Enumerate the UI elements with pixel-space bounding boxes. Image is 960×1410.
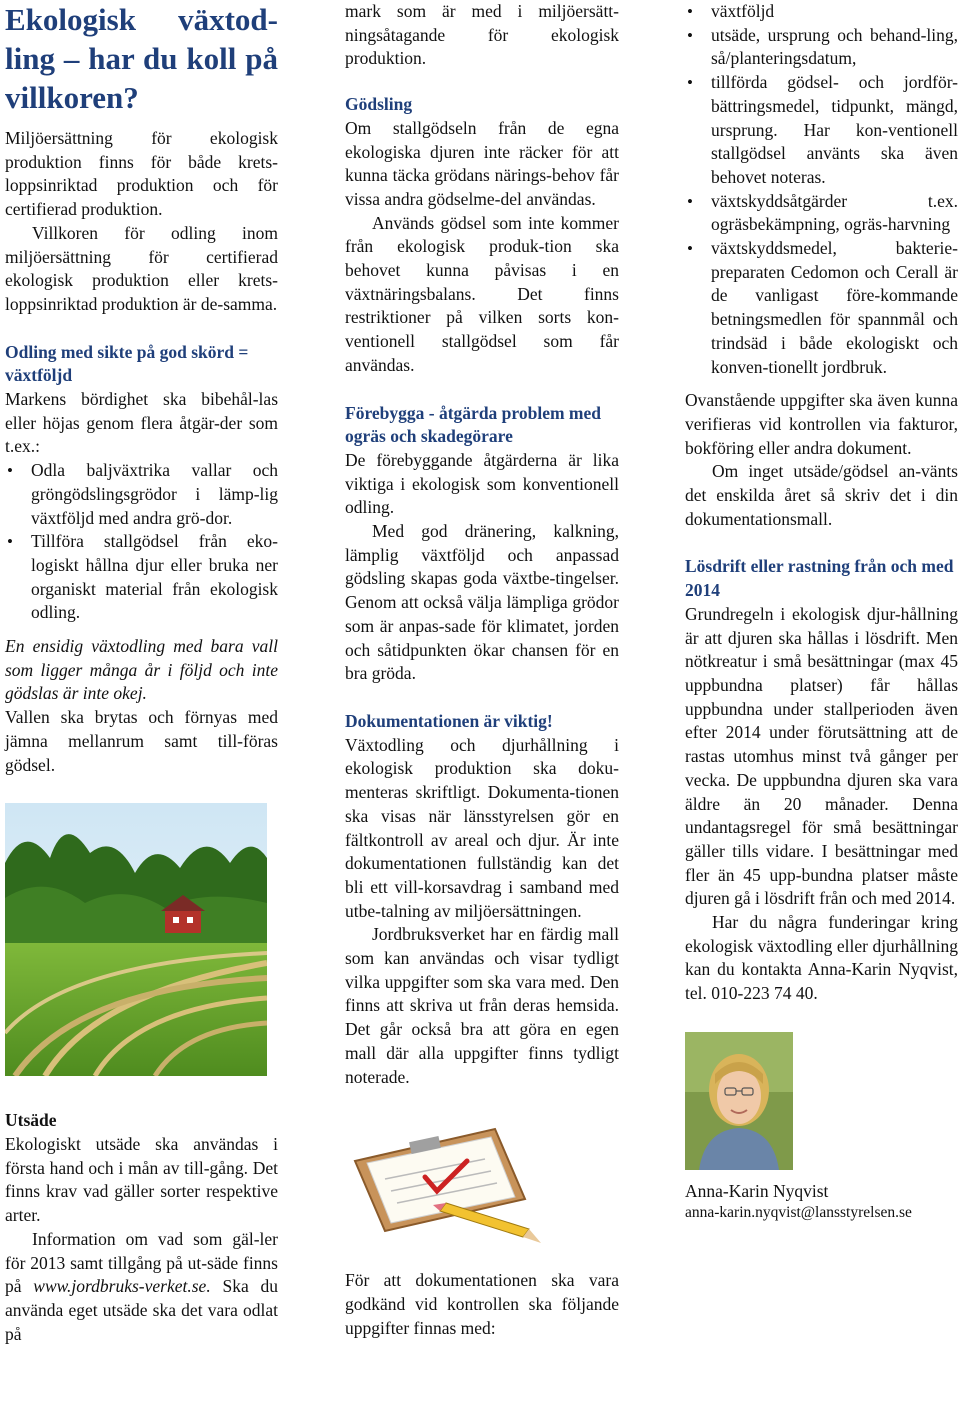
- section-heading-documentation: Dokumentationen är viktig!: [345, 710, 553, 731]
- section-heading-crop-rotation: Odling med sikte på god skörd = växtföljd: [5, 341, 249, 386]
- fertility-measures-list: [5, 459, 278, 625]
- photo-caption: Anna-Karin Nyqvist: [685, 1180, 829, 1201]
- seed-text: Ekologiskt utsäde ska användas i första hand och i mån av till-gång. Det finns krav vad gäller sorter respektive arter.: [5, 1133, 278, 1226]
- clipboard-pencil-icon: [345, 1119, 545, 1247]
- list-item: • Odla baljväxtrika vallar och gröngödslingsgrödor i lämp-lig växtföljd med andra grö-dor.: [5, 459, 278, 530]
- loose-housing-text: Grundregeln i ekologisk djur-hållning är att djuren ska hållas i lösdrift. Men nötkreatur i små besättningar (max 45 uppbundna platser) får hållas uppbundna under stallperioden även efter 2014 under förutsättning att de rastas utomhus minst två gånger per vecka. De uppbundna djuren ska vara äldre än 20 månader. Denna undantagsregel för små besättningar gäller tills vidare. I besättningar med fler än 45 upp-bundna platser måste djuren gå i lösdrift från och med 2014.: [685, 603, 958, 909]
- contact-email[interactable]: anna-karin.nyqvist@lansstyrelsen.se: [685, 1203, 912, 1221]
- prevention-text-2: Med god dränering, kalkning, lämplig växtföljd och anpassad gödsling skapas goda växtbe-tingelser. Genom att också välja lämpliga grödor som är anpas-sade för klimatet, jorden och såtidpunkten ökar chansen för en bra gröda.: [345, 521, 619, 684]
- seed-info-text: Information om vad som gäl-ler för 2013 samt tillgång på ut-säde finns på www.jordbruks-verket.se. Ska du använda eget utsäde ska det vara odlat på: [5, 1228, 278, 1344]
- list-item: • Tillföra stallgödsel från eko-logiskt hållna djur eller bruka ner organiskt material från ekologisk odling.: [5, 530, 278, 625]
- verify-text: Ovanstående uppgifter ska även kunna verifieras vid kontrollen via fakturor, bokföring eller andra dokument.: [685, 390, 958, 458]
- intro-paragraph-2: Villkoren för odling inom miljöersättning för certifierad ekologisk produktion eller krets-loppsinriktad produktion är de-samma.: [5, 222, 278, 314]
- verify-text-2: Om inget utsäde/gödsel an-vänts det enskilda året så skriv det i din dokumentationsmall.: [685, 461, 958, 529]
- list-item: • växtskyddsåtgärder t.ex. ogräsbekämpning, ogräs-harvning: [685, 190, 958, 237]
- required-information-list: [685, 0, 958, 379]
- column-3: [685, 0, 958, 1223]
- list-item: • växtföljd: [685, 0, 958, 24]
- list-item: • utsäde, ursprung och behand-ling, så/planteringsdatum,: [685, 24, 958, 71]
- prevention-text: De förebyggande åtgärderna är lika viktiga i ekologisk som konventionell odling.: [345, 449, 619, 518]
- fertilizing-text-2: Används gödsel som inte kommer från ekologisk produk-tion ska behovet kunna påvisas i en växtnäringsbalans. Det finns restriktioner på vilken sorts kon-ventionell stallgödsel som får användas.: [345, 212, 619, 375]
- article-title: Ekologisk växtod-ling – har du koll på villkoren?: [5, 2, 278, 115]
- section-heading-fertilizing: Gödsling: [345, 94, 413, 115]
- soil-fertility-text: Markens bördighet ska bibehål-las eller höjas genom flera åtgär-der som t.ex.:: [5, 389, 278, 457]
- contact-text: Har du några funderingar kring ekologisk växtodling eller djurhållning kan du kontakta Anna-Karin Nyqvist, tel. 010-223 74 40.: [685, 912, 958, 1004]
- intro-paragraph: Miljöersättning för ekologisk produktion finns för både krets-loppsinriktad produktion och för certifierad produktion.: [5, 128, 278, 220]
- documentation-text-3: För att dokumentationen ska vara godkänd vid kontrollen ska följande uppgifter finnas med:: [345, 1270, 619, 1338]
- jordbruksverket-link[interactable]: www.jordbruks-verket.se.: [33, 1276, 211, 1297]
- section-heading-prevention: Förebygga - åtgärda problem med ogräs och skadegörare: [345, 402, 601, 447]
- ley-renewal-text: Vallen ska brytas och förnyas med jämna mellanrum samt till-föras gödsel.: [5, 707, 278, 775]
- farm-landscape-image: [5, 803, 267, 1076]
- list-item: • växtskyddsmedel, bakterie-preparaten Cedomon och Cerall är de vanligast före-kommande betningsmedlen för spannmål och trindsäd i både ekologiskt och konven-tionellt jordbruk.: [685, 237, 958, 379]
- column-2: [345, 0, 619, 1340]
- section-heading-loose-housing: Lösdrift eller rastning från och med 2014: [685, 556, 954, 601]
- italic-note: En ensidig växtodling med bara vall som ligger många år i följd och inte gödslas är inte okej.: [5, 636, 278, 704]
- list-item: • tillförda gödsel- och jordför-bättringsmedel, tidpunkt, mängd, ursprung. Har kon-ventionell stallgödsel använts ska även behovet noteras.: [685, 71, 958, 190]
- documentation-text-2: Jordbruksverket har en färdig mall som kan användas och visar tydligt vilka uppgifter som ska vara med. Den finns att skriva ut från deras hemsida. Det går också bra att göra en egen mall där alla uppgifter finns tydligt noterade.: [345, 924, 619, 1087]
- column-1: [5, 0, 278, 1346]
- contact-portrait-image: [685, 1032, 793, 1170]
- documentation-text: Växtodling och djurhållning i ekologisk produktion ska doku-menteras skriftligt. Dokumenta-tionen ska visas när länsstyrelsen gör en fältkontroll av areal och djur. Är inte dokumentationen fullständig kan det bli ett vill-korsavdrag i samband med utbe-talning av miljöersättningen.: [345, 734, 619, 921]
- section-heading-seed: Utsäde: [5, 1110, 57, 1131]
- fertilizing-text: Om stallgödseln från de egna ekologiska djuren inte räcker för att kunna täcka grödans närings-behov får vissa andra gödselme-del användas.: [345, 117, 619, 209]
- continued-text: mark som är med i miljöersätt-ningsåtagande för ekologisk produktion.: [345, 1, 619, 69]
